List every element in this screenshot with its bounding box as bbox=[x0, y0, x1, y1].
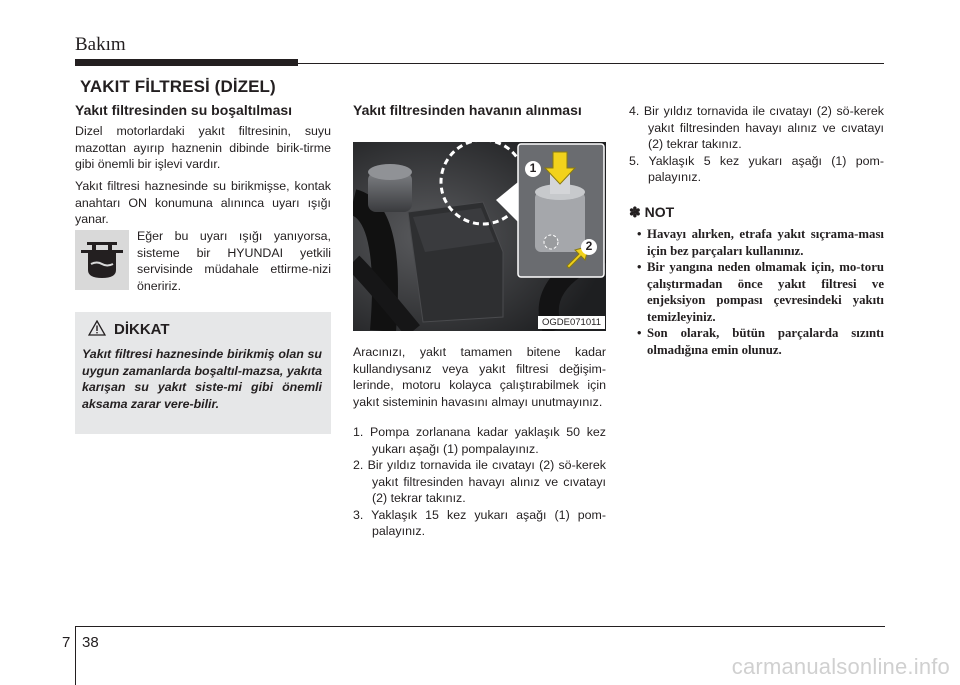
photo-caption: OGDE071011 bbox=[538, 316, 605, 329]
footer-rule bbox=[75, 626, 885, 627]
watermark: carmanualsonline.info bbox=[731, 654, 950, 679]
fuel-filter-photo bbox=[353, 142, 606, 331]
air-bleed-steps bbox=[353, 424, 606, 540]
list-item: • Bir yangına neden olmamak için, mo-toru çalıştırmadan önce yakıt filtresi ve enjeksiyon pompası çevresindeki yakıtı temizleyiniz. bbox=[629, 259, 884, 325]
caution-text: Yakıt filtresi haznesinde birikmiş olan su uygun zamanlarda boşaltıl-mazsa, yakıta karışan su yakıt siste-mi gibi önemli aksama zarar vere-bilir. bbox=[82, 347, 322, 411]
air-bleed-steps-continued bbox=[629, 103, 884, 186]
list-item: • Son olarak, bütün parçalarda sızıntı olmadığına emin olunuz. bbox=[629, 325, 884, 358]
water-in-fuel-warning-icon bbox=[75, 230, 129, 290]
section-label: Bakım bbox=[75, 34, 126, 55]
caution-title: DİKKAT bbox=[114, 321, 170, 338]
list-item: 1. Pompa zorlanana kadar yaklaşık 50 kez yukarı aşağı (1) pompalayınız. bbox=[353, 425, 606, 456]
list-item: 4. Bir yıldız tornavida ile cıvatayı (2) sö-kerek yakıt filtresinden havayı alınız ve cıvatayı (2) tekrar takınız. bbox=[629, 104, 884, 151]
list-item: • Havayı alırken, etrafa yakıt sıçrama-ması için bez parçaları kullanınız. bbox=[629, 226, 884, 259]
callout-2-label: 2 bbox=[585, 239, 593, 253]
water-drain-para-1: Dizel motorlardaki yakıt filtresinin, suyu mazottan ayırıp haznenin dibinde birik-tirme gibi önemli bir işlevi vardır. bbox=[75, 124, 331, 171]
header-bar bbox=[75, 59, 298, 66]
list-item: 5. Yaklaşık 5 kez yukarı aşağı (1) pom-palayınız. bbox=[629, 153, 884, 184]
list-item: 3. Yaklaşık 15 kez yukarı aşağı (1) pom-palayınız. bbox=[353, 507, 606, 538]
note-list bbox=[629, 226, 884, 358]
callout-1-label: 1 bbox=[529, 161, 537, 175]
chapter-number: 7 bbox=[62, 634, 71, 651]
water-drain-heading: Yakıt filtresinden su boşaltılması bbox=[75, 102, 293, 118]
list-item: 2. Bir yıldız tornavida ile cıvatayı (2) sö-kerek yakıt filtresinden havayı alınız ve cıvatayı (2) tekrar takınız. bbox=[353, 458, 606, 505]
water-drain-para-3: Eğer bu uyarı ışığı yanıyorsa, sisteme bir HYUNDAI yetkili servisinde müdahale ettirme-nizi öneririz. bbox=[137, 229, 331, 293]
air-bleed-heading: Yakıt filtresinden havanın alınması bbox=[353, 102, 582, 118]
note-title: ✽ NOT bbox=[629, 204, 675, 220]
caution-triangle-icon bbox=[88, 320, 106, 341]
footer-divider bbox=[75, 626, 76, 685]
page-title: YAKIT FİLTRESİ (DİZEL) bbox=[80, 77, 276, 96]
air-bleed-intro: Aracınızı, yakıt tamamen bitene kadar kullandıysanız veya yakıt filtresi değişim-lerinde, motoru kolayca çalıştırabilmek için yakıt sisteminin havasını almayı unutmayınız. bbox=[353, 345, 606, 409]
page-number: 38 bbox=[82, 634, 99, 651]
water-drain-para-2: Yakıt filtresi haznesinde su birikmişse, kontak anahtarı ON konumuna alınınca uyarı ışığı yanar. bbox=[75, 179, 331, 226]
header-rule bbox=[298, 63, 884, 64]
